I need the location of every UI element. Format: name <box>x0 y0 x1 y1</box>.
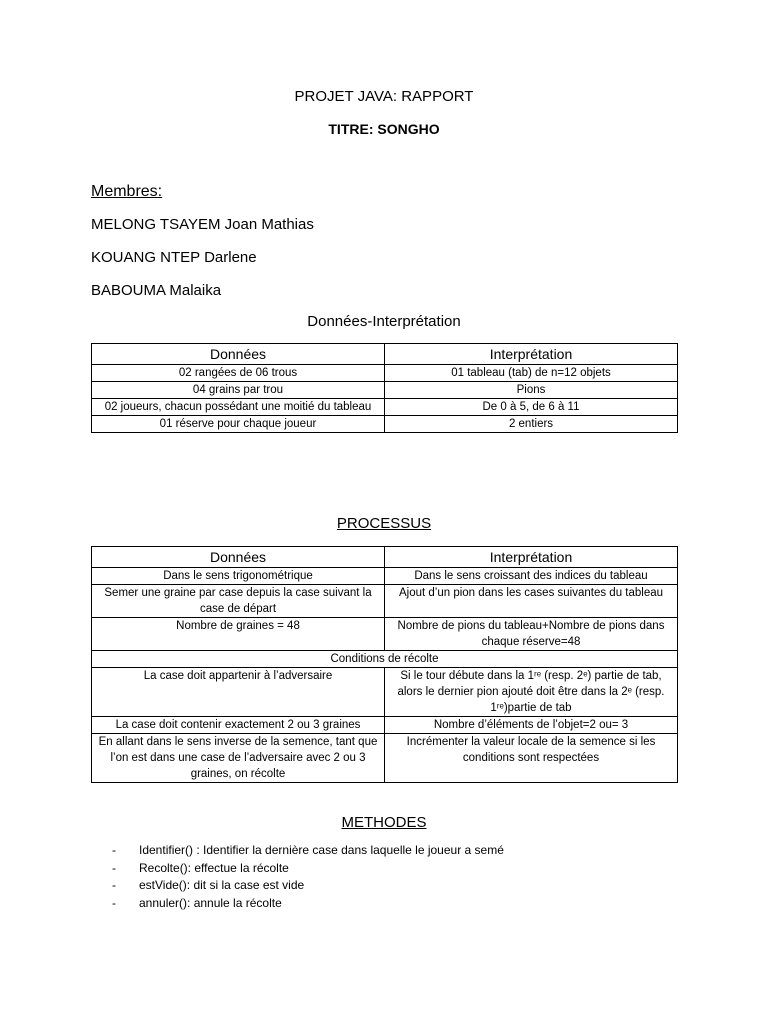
list-item <box>112 842 504 860</box>
method-text: Recolte(): effectue la récolte <box>139 860 289 875</box>
table-cell: La case doit appartenir à l’adversaire <box>92 668 385 717</box>
methods-list <box>112 842 504 912</box>
table-row <box>92 382 678 399</box>
table-cell: Nombre de pions du tableau+Nombre de pions dans chaque réserve=48 <box>385 618 678 651</box>
bullet-dash: - <box>112 860 116 875</box>
table-cell: Dans le sens trigonométrique <box>92 568 385 585</box>
member-name: MELONG TSAYEM Joan Mathias <box>91 216 314 233</box>
processus-table <box>91 546 678 783</box>
members-heading: Membres: <box>91 183 163 200</box>
table-cell: Nombre de graines = 48 <box>92 618 385 651</box>
member-name: KOUANG NTEP Darlene <box>91 249 257 266</box>
table-row <box>92 668 678 717</box>
table-cell: Incrémenter la valeur locale de la semence si les conditions sont respectées <box>385 734 678 783</box>
table-cell: De 0 à 5, de 6 à 11 <box>385 399 678 416</box>
list-item <box>112 877 504 895</box>
bullet-dash: - <box>112 878 116 892</box>
table-cell: 01 tableau (tab) de n=12 objets <box>385 365 678 382</box>
column-header: Interprétation <box>385 344 678 365</box>
table-cell: Dans le sens croissant des indices du tableau <box>385 568 678 585</box>
table-row <box>92 365 678 382</box>
table-row <box>92 717 678 734</box>
table-cell: Si le tour débute dans la 1ʳᵉ (resp. 2ᵉ) partie de tab, alors le dernier pion ajouté doit être dans la 2ᵉ (resp. 1ʳᵉ)partie de tab <box>385 668 678 717</box>
table-row <box>92 734 678 783</box>
table-row <box>92 618 678 651</box>
table-cell: Nombre d’éléments de l’objet=2 ou= 3 <box>385 717 678 734</box>
table-cell: 02 joueurs, chacun possédant une moitié du tableau <box>92 399 385 416</box>
method-text: annuler(): annule la récolte <box>139 895 282 910</box>
table-cell: En allant dans le sens inverse de la semence, tant que l’on est dans une case de l’adversaire avec 2 ou 3 graines, on récolte <box>92 734 385 783</box>
list-item <box>112 895 504 913</box>
table-header-row <box>92 344 678 365</box>
document-subtitle: TITRE: SONGHO <box>328 121 440 137</box>
table-subheading-row <box>92 651 678 668</box>
table-cell: Pions <box>385 382 678 399</box>
section-heading-processus: PROCESSUS <box>336 515 432 532</box>
section-heading-methodes: METHODES <box>341 814 427 831</box>
member-name: BABOUMA Malaika <box>91 282 222 299</box>
table-cell: Semer une graine par case depuis la case suivant la case de départ <box>92 585 385 618</box>
table-cell: 02 rangées de 06 trous <box>92 365 385 382</box>
section-heading-donnees-interpretation: Données-Interprétation <box>307 313 461 330</box>
table-cell: La case doit contenir exactement 2 ou 3 graines <box>92 717 385 734</box>
table-row <box>92 568 678 585</box>
table-row <box>92 585 678 618</box>
bullet-dash: - <box>112 843 116 857</box>
column-header: Données <box>92 547 385 568</box>
table-cell: 01 réserve pour chaque joueur <box>92 416 385 433</box>
method-text: Identifier() : Identifier la dernière case dans laquelle le joueur a semé <box>139 843 504 857</box>
document-title: PROJET JAVA: RAPPORT <box>294 88 474 105</box>
table-header-row <box>92 547 678 568</box>
column-header: Données <box>92 344 385 365</box>
conditions-subheading: Conditions de récolte <box>92 651 678 668</box>
table-row <box>92 416 678 433</box>
list-item <box>112 860 504 878</box>
table-cell: 04 grains par trou <box>92 382 385 399</box>
donnees-interpretation-table <box>91 343 678 433</box>
bullet-dash: - <box>112 895 116 910</box>
column-header: Interprétation <box>385 547 678 568</box>
table-cell: Ajout d’un pion dans les cases suivantes du tableau <box>385 585 678 618</box>
table-cell: 2 entiers <box>385 416 678 433</box>
table-row <box>92 399 678 416</box>
method-text: estVide(): dit si la case est vide <box>139 878 305 892</box>
